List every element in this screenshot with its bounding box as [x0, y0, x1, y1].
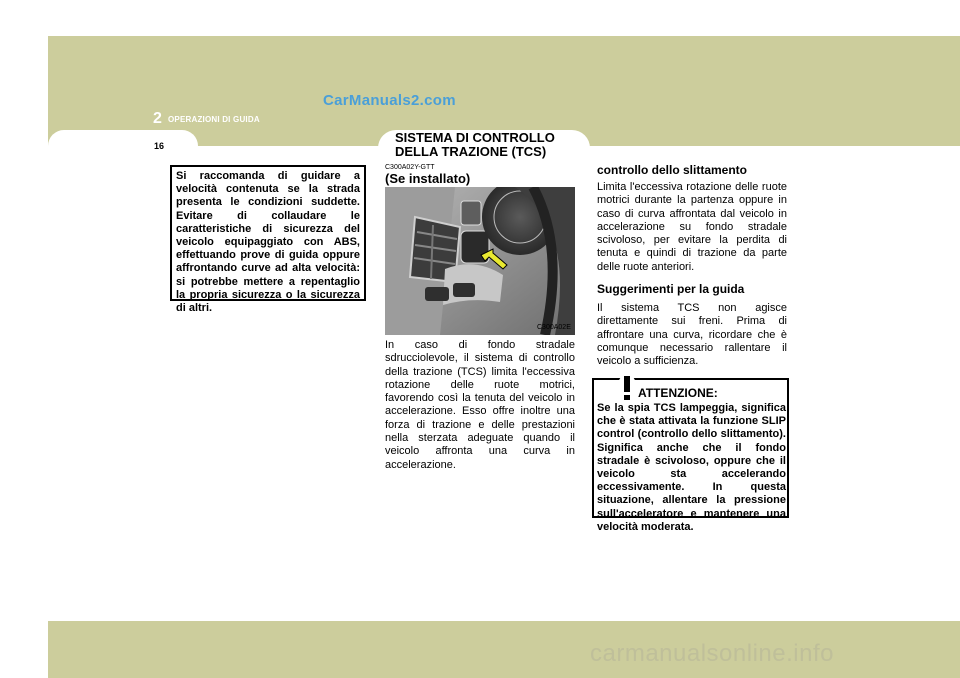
dashboard-illustration	[385, 187, 575, 335]
tcs-switch-photo	[385, 187, 575, 335]
speed-warning-text: Si raccomanda di guidare a velocità contenuta se la strada presenta le condizioni suddette. Evitare di collaudare le caratteristiche di sicurezza del veicolo equipaggiato con ABS, effettuando prove di guida oppure affrontando curve ad alta velocità: si potrebbe mettere a repentaglio la propria sicurezza o la sicurezza di altri.	[176, 170, 360, 315]
photo-caption: C300A02E	[537, 324, 571, 331]
driving-tips-heading: Suggerimenti per la guida	[597, 282, 745, 296]
speed-warning-box	[170, 165, 366, 315]
section-subtitle: (Se installato)	[385, 171, 471, 186]
attention-title: ATTENZIONE:	[638, 386, 718, 400]
slip-control-text: Limita l'eccessiva rotazione delle ruote motrici durante la partenza oppure in caso di curva affrontata dal veicolo in accelerazione su fondo stradale scivoloso, per evitare la perdita di tenuta e quindi di trazione da parte delle ruote anteriori.	[597, 181, 787, 273]
watermark-link-bottom[interactable]: carmanualsonline.info	[590, 640, 834, 667]
section-title: SISTEMA DI CONTROLLO DELLA TRAZIONE (TCS)	[395, 130, 555, 159]
attention-box	[592, 378, 789, 533]
page-number-tab	[48, 130, 198, 160]
driving-tips-text: Il sistema TCS non agisce direttamente sui freni. Prima di affrontare una curva, ricordare che è comunque necessario rallentare il veicolo a sufficienza.	[597, 302, 787, 368]
page-number: 16	[154, 141, 165, 151]
tcs-description: In caso di fondo stradale sdrucciolevole, il sistema di controllo della trazione (TCS) limita l'eccessiva rotazione delle ruote motrici, favorendo così la tenuta del veicolo in accelerazione. Esso offre inoltre una forza di trazione e delle prestazioni nella sterzata adeguate quando il veicolo affronta una curva in accelerazione.	[385, 339, 575, 471]
chapter-number: 2	[153, 110, 162, 127]
attention-text: Se la spia TCS lampeggia, significa che è stata attivata la funzione SLIP control (controllo dello slittamento). Significa anche che il fondo stradale è scivoloso, oppure che il veicolo sta accelerando eccessivamente. In questa situazione, allentare la pressione sull'acceleratore e mantenere una velocità moderata.	[597, 402, 786, 533]
section-code: C300A02Y-GTT	[385, 164, 435, 171]
chapter-title: OPERAZIONI DI GUIDA	[168, 115, 260, 124]
slip-control-heading: controllo dello slittamento	[597, 163, 748, 177]
watermark-link-top[interactable]: CarManuals2.com	[323, 92, 456, 109]
